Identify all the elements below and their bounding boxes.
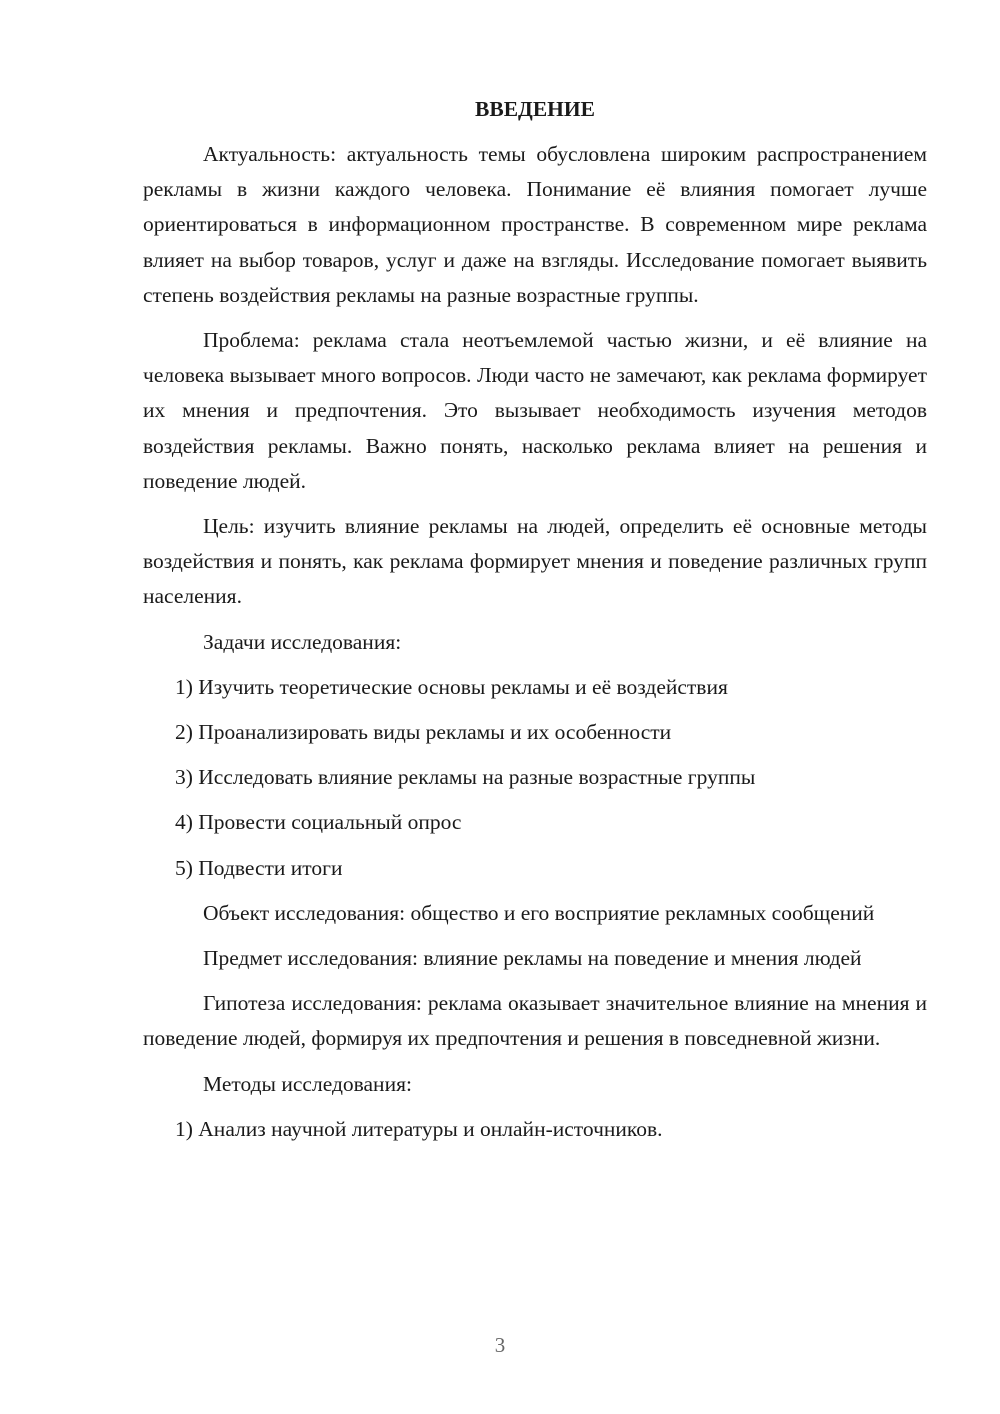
- task-item-3: 3) Исследовать влияние рекламы на разные возрастные группы: [175, 765, 756, 790]
- paragraph-goal: Цель: изучить влияние рекламы на людей, определить её основные методы воздействия и понять, как реклама формирует мнения и поведение различных групп населения.: [143, 514, 927, 609]
- methods-heading: Методы исследования:: [203, 1071, 412, 1096]
- method-item-1: 1) Анализ научной литературы и онлайн-источников.: [175, 1116, 663, 1141]
- paragraph-hypothesis: Гипотеза исследования: реклама оказывает значительное влияние на мнения и поведение людей, формируя их предпочтения и решения в повседневной жизни.: [143, 991, 927, 1051]
- page-number: 3: [494, 1333, 506, 1357]
- document-page: [143, 92, 927, 1157]
- paragraph-problem: Проблема: реклама стала неотъемлемой частью жизни, и её влияние на человека вызывает много вопросов. Люди часто не замечают, как реклама формирует их мнения и предпочтения. Это вызывает необходимость изучения методов воздействия рекламы. Важно понять, насколько реклама влияет на решения и поведение людей.: [143, 328, 927, 493]
- tasks-heading: Задачи исследования:: [203, 629, 402, 654]
- paragraph-subject: Предмет исследования: влияние рекламы на поведение и мнения людей: [203, 946, 862, 971]
- paragraph-object: Объект исследования: общество и его восприятие рекламных сообщений: [203, 900, 875, 925]
- paragraph-relevance: Актуальность: актуальность темы обусловлена широким распространением рекламы в жизни каждого человека. Понимание её влияния помогает лучше ориентироваться в информационном пространстве. В современном мире реклама влияет на выбор товаров, услуг и даже на взгляды. Исследование помогает выявить степень воздействия рекламы на разные возрастные группы.: [143, 142, 927, 307]
- task-item-1: 1) Изучить теоретические основы рекламы и её воздействия: [175, 674, 728, 699]
- task-item-2: 2) Проанализировать виды рекламы и их особенности: [175, 720, 672, 745]
- task-item-4: 4) Провести социальный опрос: [175, 810, 462, 835]
- page-title: ВВЕДЕНИЕ: [475, 97, 595, 121]
- task-item-5: 5) Подвести итоги: [175, 855, 343, 880]
